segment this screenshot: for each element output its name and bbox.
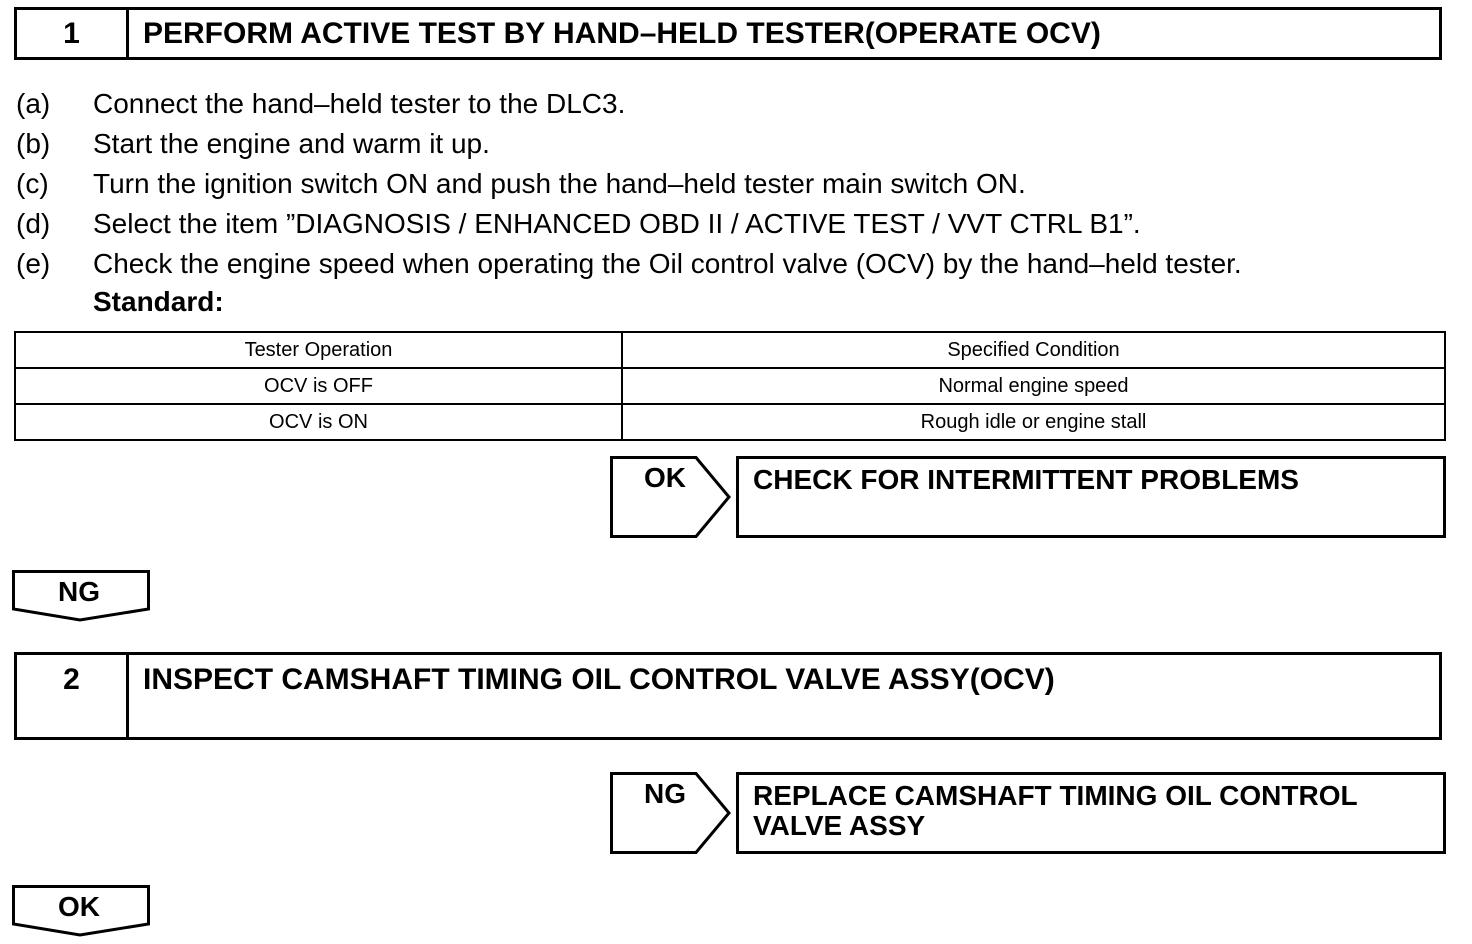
instruction-text: Check the engine speed when operating the Oil control valve (OCV) by the hand–held tester. xyxy=(93,248,1242,279)
ng-arrow-label: NG xyxy=(644,778,686,809)
result-text-line-2: VALVE ASSY xyxy=(753,810,926,841)
step-title: PERFORM ACTIVE TEST BY HAND–HELD TESTER(OPERATE OCV) xyxy=(143,17,1101,50)
instruction-letter: (e) xyxy=(16,248,51,279)
result-text-line-1: REPLACE CAMSHAFT TIMING OIL CONTROL xyxy=(753,780,1358,811)
table-cell: Rough idle or engine stall xyxy=(622,404,1445,440)
step-title: INSPECT CAMSHAFT TIMING OIL CONTROL VALVE ASSY(OCV) xyxy=(143,663,1055,696)
step-2-header xyxy=(14,652,1442,740)
instruction-letter: (d) xyxy=(16,208,51,239)
step-number: 2 xyxy=(17,655,129,737)
ok-arrow-label: OK xyxy=(644,462,686,493)
column-header: Specified Condition xyxy=(622,332,1445,368)
step-1-header xyxy=(14,7,1442,60)
instruction-e xyxy=(16,244,1242,284)
instruction-a xyxy=(16,84,625,124)
instruction-b xyxy=(16,124,490,164)
table-cell: Normal engine speed xyxy=(622,368,1445,404)
instruction-text: Turn the ignition switch ON and push the hand–held tester main switch ON. xyxy=(93,168,1026,199)
table-row xyxy=(15,404,1445,440)
instruction-letter: (c) xyxy=(16,168,49,199)
ng-down-arrow-label: NG xyxy=(58,576,100,607)
ok-down-arrow-label: OK xyxy=(58,891,100,922)
table-cell: OCV is OFF xyxy=(15,368,622,404)
table-cell: OCV is ON xyxy=(15,404,622,440)
instruction-letter: (b) xyxy=(16,128,51,159)
instruction-c xyxy=(16,164,1026,204)
ng-result-box xyxy=(736,772,1446,854)
instruction-text: Connect the hand–held tester to the DLC3. xyxy=(93,88,626,119)
column-header: Tester Operation xyxy=(15,332,622,368)
instruction-text: Start the engine and warm it up. xyxy=(93,128,490,159)
instruction-d xyxy=(16,204,1141,244)
table-row xyxy=(15,368,1445,404)
instruction-text: Select the item ”DIAGNOSIS / ENHANCED OBD II / ACTIVE TEST / VVT CTRL B1”. xyxy=(93,208,1141,239)
standard-label: Standard: xyxy=(93,286,224,317)
spec-table xyxy=(14,331,1446,441)
result-text: CHECK FOR INTERMITTENT PROBLEMS xyxy=(753,464,1299,495)
table-header-row xyxy=(15,332,1445,368)
instruction-letter: (a) xyxy=(16,88,51,119)
ok-result-box xyxy=(736,456,1446,538)
step-number: 1 xyxy=(17,10,129,57)
